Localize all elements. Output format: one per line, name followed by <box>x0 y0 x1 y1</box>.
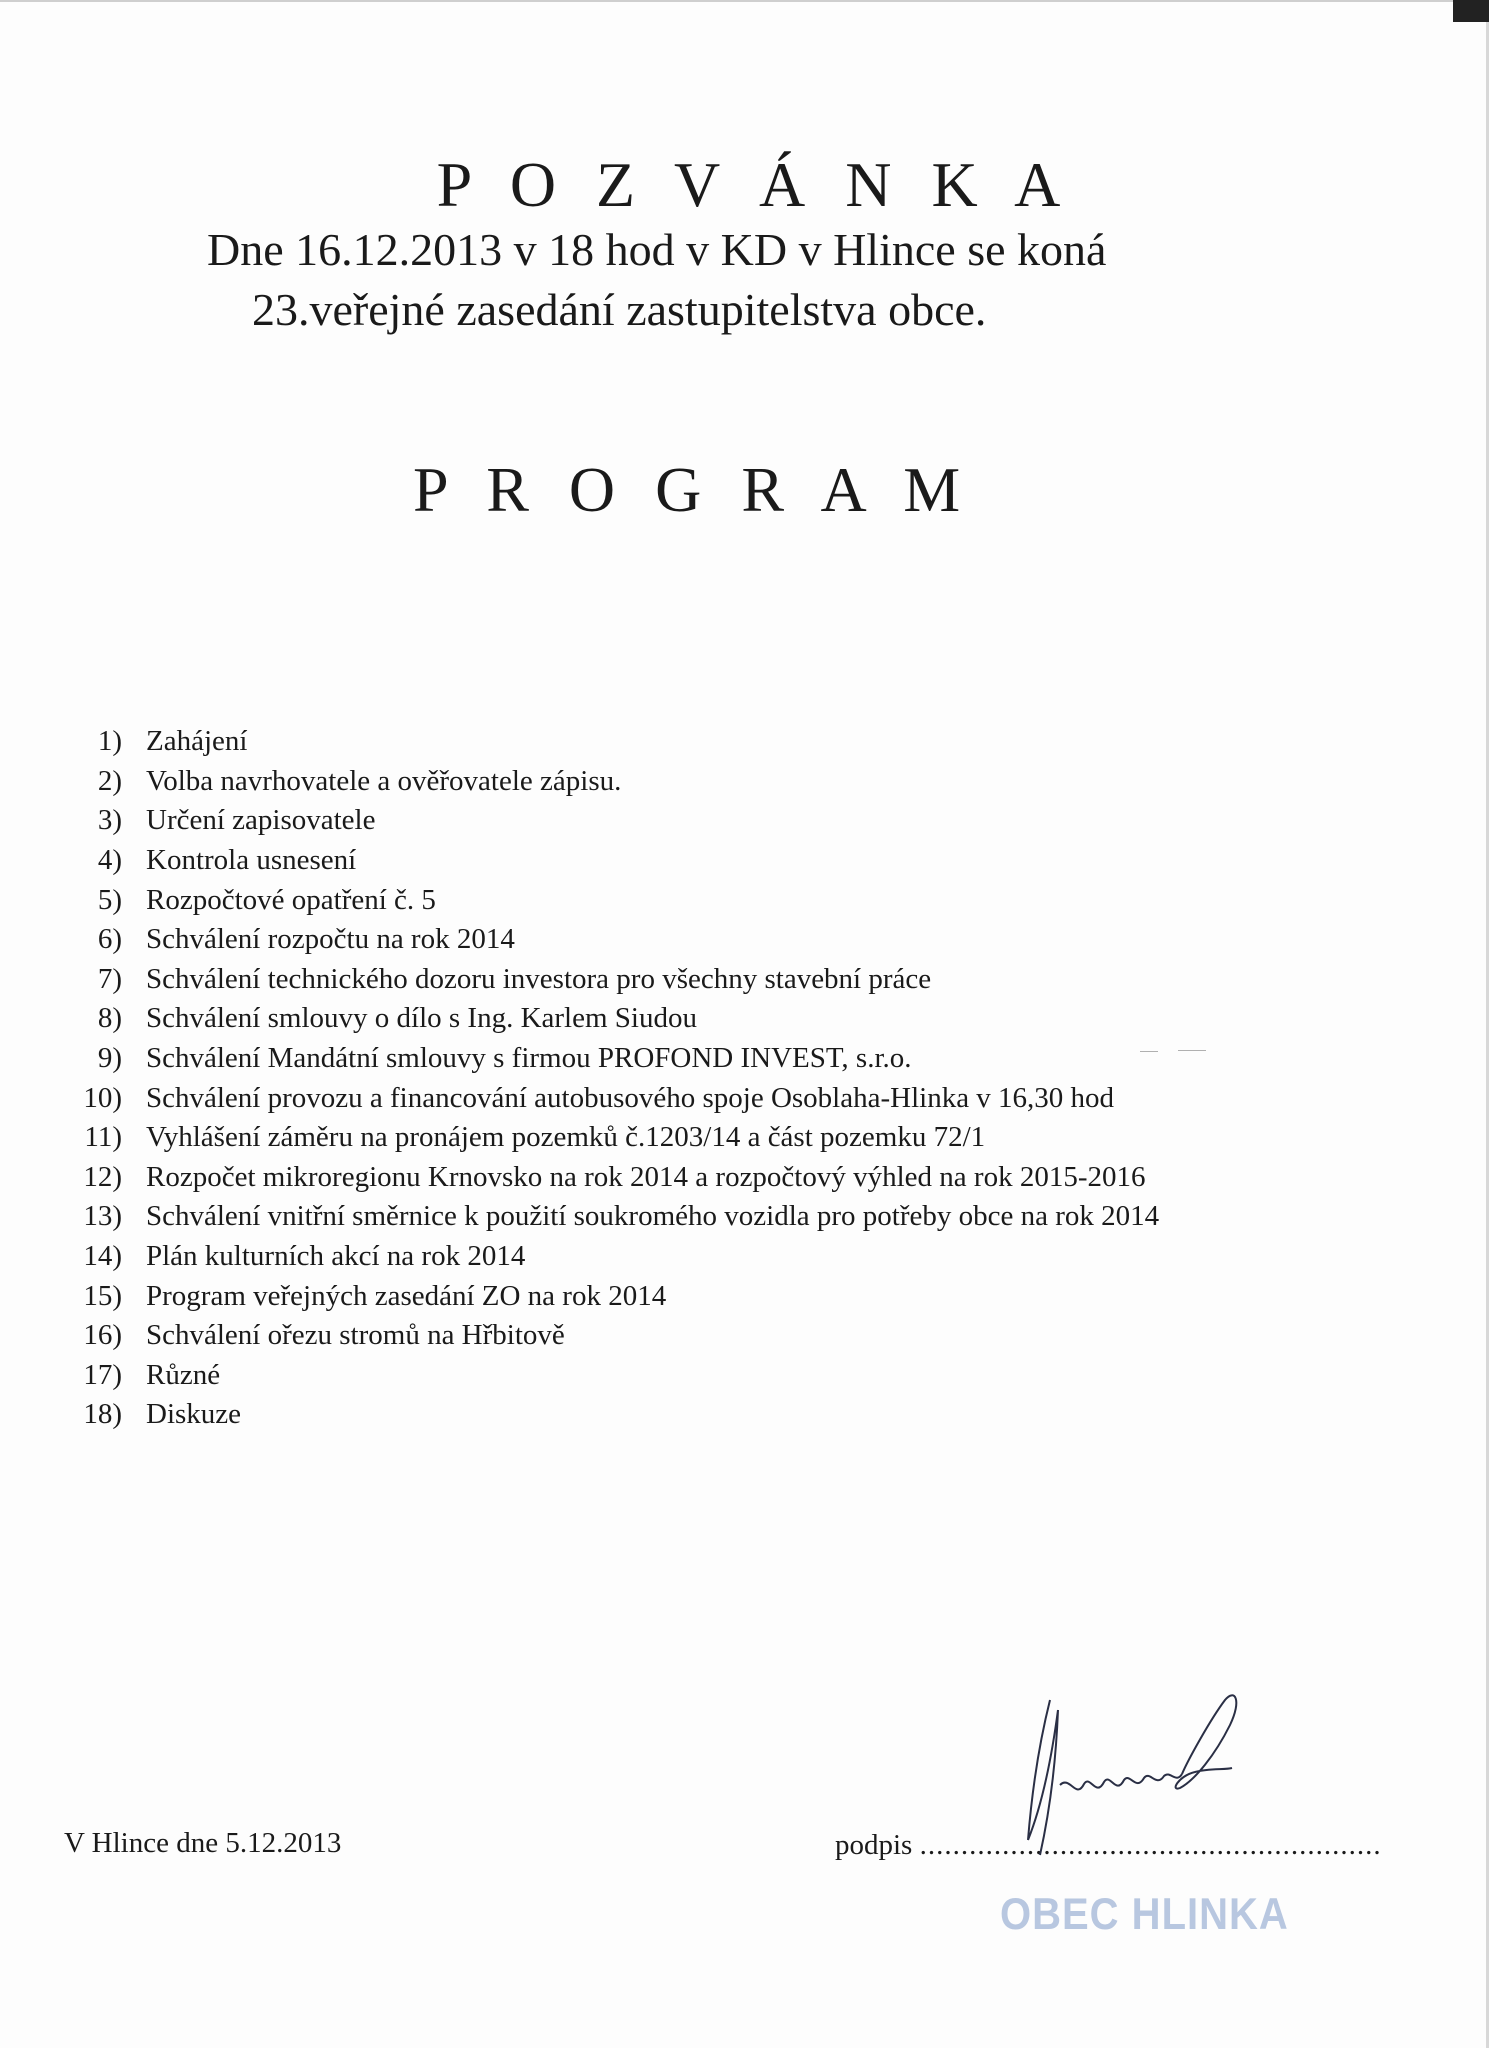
agenda-item-number: 17) <box>83 1358 122 1391</box>
meeting-name-line: 23.veřejné zasedání zastupitelstva obce. <box>252 284 987 335</box>
stamp-obec-hlinka: OBEC HLINKA <box>1000 1890 1289 1940</box>
agenda-item-text: Volba navrhovatele a ověřovatele zápisu. <box>146 764 622 797</box>
agenda-item-text: Schválení rozpočtu na rok 2014 <box>146 923 515 956</box>
agenda-item-text: Rozpočtové opatření č. 5 <box>146 883 436 916</box>
agenda-item <box>50 1395 1450 1435</box>
agenda-item-number: 13) <box>83 1200 122 1233</box>
scan-corner-mark <box>1453 0 1489 22</box>
agenda-item-number: 7) <box>97 962 122 995</box>
agenda-item-text: Rozpočet mikroregionu Krnovsko na rok 2014 a rozpočtový výhled na rok 2015-2016 <box>146 1160 1146 1193</box>
agenda-item-number: 16) <box>83 1319 122 1352</box>
agenda-item <box>50 1118 1450 1158</box>
agenda-item-text: Různé <box>146 1358 221 1391</box>
agenda-item <box>50 801 1450 841</box>
agenda-item-text: Kontrola usnesení <box>146 844 357 877</box>
agenda-item-text: Schválení Mandátní smlouvy s firmou PROFOND INVEST, s.r.o. <box>146 1042 912 1075</box>
agenda-item-number: 12) <box>83 1160 122 1193</box>
agenda-item-number: 2) <box>97 764 122 797</box>
meeting-date-line: Dne 16.12.2013 v 18 hod v KD v Hlince se koná <box>207 224 1107 275</box>
signature-dots: ........................................................ <box>919 1829 1382 1861</box>
agenda-item-number: 3) <box>97 804 122 837</box>
agenda-item-text: Určení zapisovatele <box>146 804 376 837</box>
agenda-item <box>50 1356 1450 1396</box>
agenda-item-number: 11) <box>84 1121 122 1154</box>
agenda-item-text: Schválení ořezu stromů na Hřbitově <box>146 1319 565 1352</box>
agenda-item-text: Vyhlášení záměru na pronájem pozemků č.1203/14 a část pozemku 72/1 <box>146 1121 986 1154</box>
agenda-item <box>50 1276 1450 1316</box>
scan-artifact <box>1178 1050 1206 1051</box>
agenda-item-number: 4) <box>97 844 122 877</box>
agenda-item <box>50 920 1450 960</box>
agenda-item <box>50 1237 1450 1277</box>
agenda-item-text: Zahájení <box>146 725 248 758</box>
agenda-item-number: 6) <box>97 923 122 956</box>
agenda-item <box>50 762 1450 802</box>
agenda-item-number: 10) <box>83 1081 122 1114</box>
scan-top-edge <box>0 0 1489 2</box>
agenda-item-text: Program veřejných zasedání ZO na rok 2014 <box>146 1279 667 1312</box>
agenda-item <box>50 1039 1450 1079</box>
scan-artifact <box>1140 1051 1158 1052</box>
agenda-item-number: 9) <box>97 1042 122 1075</box>
agenda-item-text: Schválení provozu a financování autobusového spoje Osoblaha-Hlinka v 16,30 hod <box>146 1081 1115 1114</box>
agenda-item <box>50 1197 1450 1237</box>
agenda-item-text: Schválení smlouvy o dílo s Ing. Karlem Siudou <box>146 1002 697 1035</box>
agenda-item-number: 15) <box>83 1279 122 1312</box>
agenda-item <box>50 960 1450 1000</box>
agenda-item-text: Schválení technického dozoru investora pro všechny stavební práce <box>146 962 932 995</box>
signature-label: podpis <box>835 1829 913 1861</box>
agenda-item <box>50 1316 1450 1356</box>
agenda-item-text: Schválení vnitřní směrnice k použití soukromého vozidla pro potřeby obce na rok 2014 <box>146 1200 1160 1233</box>
agenda-item <box>50 880 1450 920</box>
invitation-title: P O Z V Á N K A <box>436 149 1073 220</box>
agenda-item-number: 8) <box>97 1002 122 1035</box>
program-title: P R O G R A M <box>413 454 973 525</box>
agenda-item <box>50 999 1450 1039</box>
agenda-list <box>50 722 1450 1435</box>
agenda-item-text: Plán kulturních akcí na rok 2014 <box>146 1240 526 1273</box>
agenda-item-number: 14) <box>83 1240 122 1273</box>
agenda-item <box>50 1158 1450 1198</box>
agenda-item-number: 18) <box>83 1398 122 1431</box>
handwritten-signature-icon <box>1010 1680 1280 1860</box>
place-and-date: V Hlince dne 5.12.2013 <box>64 1827 342 1859</box>
agenda-item <box>50 1078 1450 1118</box>
agenda-item <box>50 841 1450 881</box>
agenda-item <box>50 722 1450 762</box>
agenda-item-number: 5) <box>97 883 122 916</box>
agenda-item-number: 1) <box>97 725 122 758</box>
agenda-item-text: Diskuze <box>146 1398 242 1431</box>
